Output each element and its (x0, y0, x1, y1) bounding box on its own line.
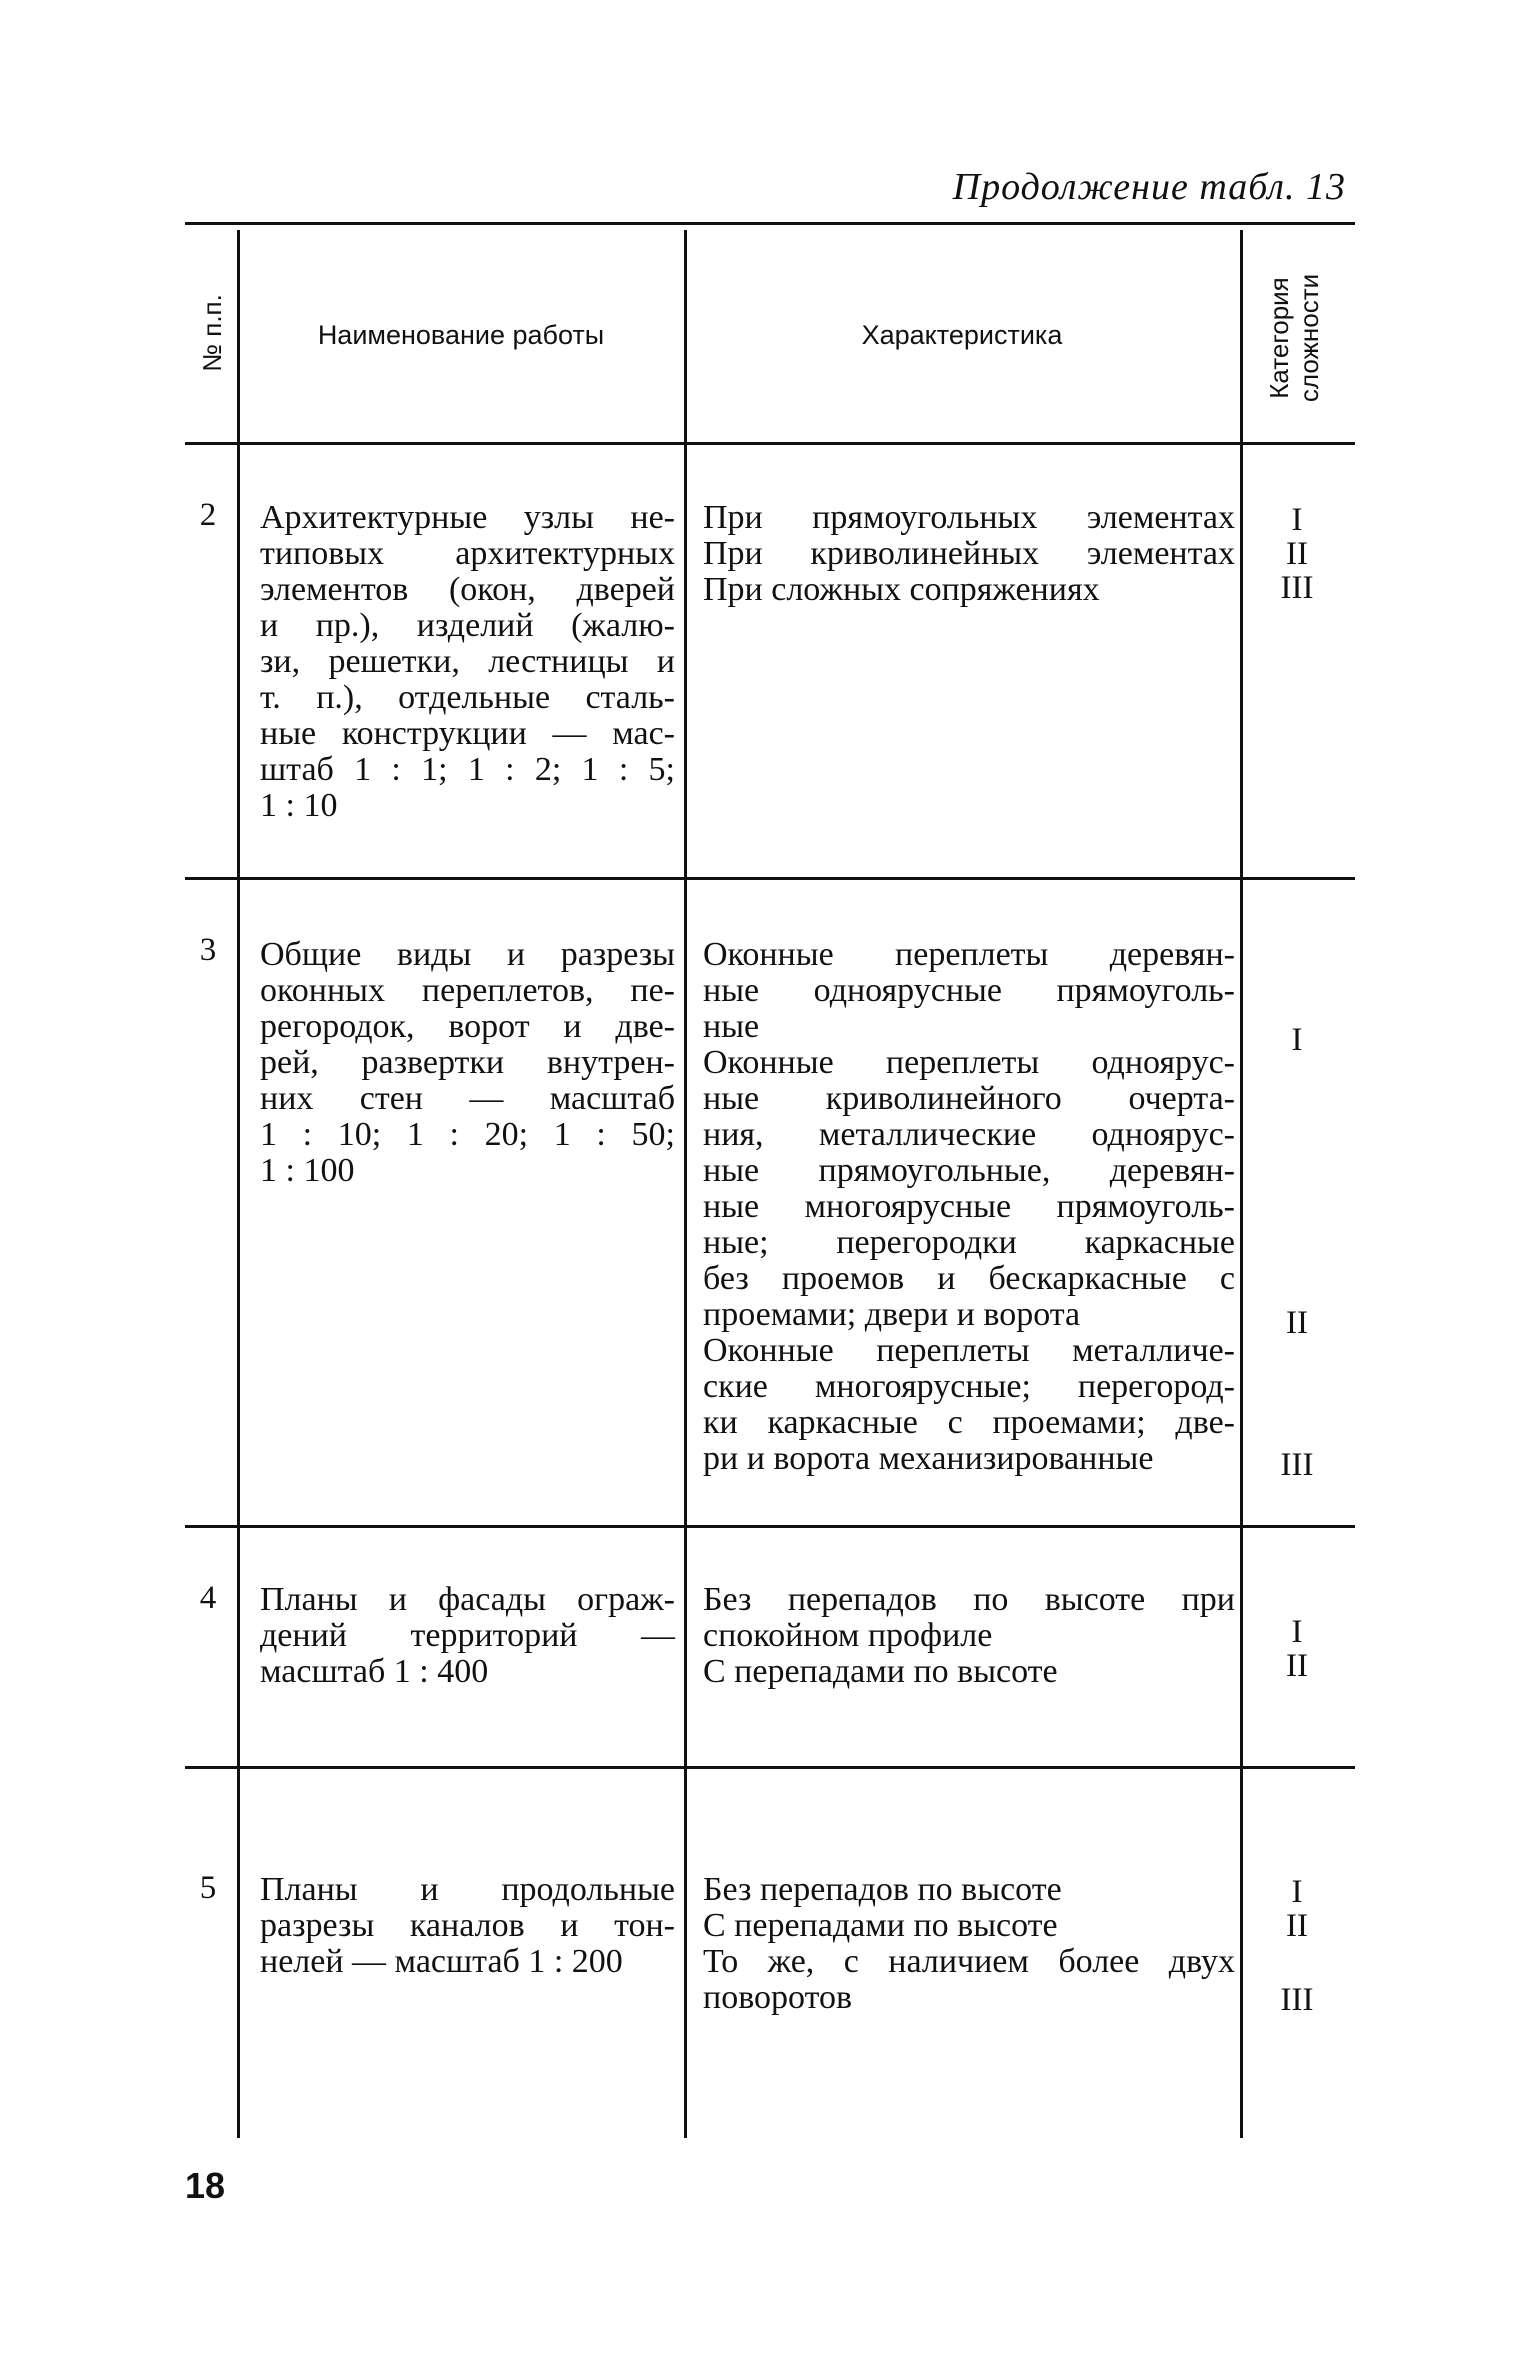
row-name-line: дений территорий — (260, 1617, 675, 1654)
row-char-line: Оконные переплеты деревян- (703, 936, 1235, 973)
row-char-line: ки каркасные с проемами; две- (703, 1404, 1235, 1441)
row-char-line: ные прямоугольные, деревян- (703, 1152, 1235, 1189)
row-char-line: ные одноярусные прямоуголь- (703, 972, 1235, 1009)
row-char-line: Оконные переплеты металличе- (703, 1332, 1235, 1369)
row-char-line: При сложных сопряжениях (703, 571, 1100, 608)
row-category: I (1291, 1022, 1303, 1058)
row-char-line: Без перепадов по высоте (703, 1871, 1062, 1908)
row-characteristic (703, 1872, 1235, 2016)
col-rule (684, 230, 687, 2138)
row-name-line: т. п.), отдельные сталь- (260, 679, 675, 716)
row-category: II (1286, 1648, 1308, 1684)
row-char-line: ри и ворота механизированные (703, 1440, 1154, 1477)
row-category: I (1291, 1874, 1303, 1910)
row-name-line: масштаб 1 : 400 (260, 1653, 489, 1690)
header-rule (185, 442, 1355, 445)
row-char-line: без проемов и бескаркасные с (703, 1260, 1235, 1297)
row-char-line: Без перепадов по высоте при (703, 1581, 1235, 1618)
row-name-line: регородок, ворот и две- (260, 1008, 675, 1045)
row-name-line: 1 : 100 (260, 1152, 355, 1189)
page-number: 18 (185, 2165, 226, 2206)
row-name (260, 937, 675, 1189)
row-name-line: ные конструкции — мас- (260, 715, 675, 752)
row-char-line: ные; перегородки каркасные (703, 1224, 1235, 1261)
row-char-line: При прямоугольных элементах (703, 499, 1235, 536)
row-char-line: ные криволинейного очерта- (703, 1080, 1235, 1117)
row-category: I (1291, 502, 1303, 538)
row-char-line: ные (703, 1008, 760, 1045)
header-category-line2: сложности (1294, 273, 1324, 403)
row-category: II (1286, 1908, 1308, 1944)
row-name-line: 1 : 10; 1 : 20; 1 : 50; (260, 1116, 675, 1153)
row-number: 3 (199, 932, 217, 968)
row-name-line: разрезы каналов и тон- (260, 1907, 675, 1944)
row-char-line: ские многоярусные; перегород- (703, 1368, 1235, 1405)
row-char-line: ные многоярусные прямоуголь- (703, 1188, 1235, 1225)
row-name-line: элементов (окон, дверей (260, 571, 675, 608)
row-name-line: них стен — масштаб (260, 1080, 675, 1117)
row-name (260, 1872, 675, 1980)
header-category (1264, 268, 1326, 408)
row-name-line: Планы и фасады ограж- (260, 1581, 675, 1618)
row-rule (185, 1525, 1355, 1528)
row-name-line: Архитектурные узлы не- (260, 499, 675, 536)
row-number: 4 (199, 1580, 217, 1616)
row-name-line: рей, развертки внутрен- (260, 1044, 675, 1081)
row-char-line: При криволинейных элементах (703, 535, 1235, 572)
row-category: III (1280, 570, 1314, 606)
row-name-line: нелей — масштаб 1 : 200 (260, 1943, 623, 1980)
top-rule (185, 222, 1355, 225)
row-category: III (1280, 1447, 1314, 1483)
row-number: 5 (199, 1870, 217, 1906)
row-characteristic (703, 500, 1235, 608)
row-name-line: штаб 1 : 1; 1 : 2; 1 : 5; (260, 751, 675, 788)
row-number: 2 (199, 497, 217, 533)
header-category-line1: Категория (1264, 277, 1294, 399)
row-name (260, 1582, 675, 1690)
header-name: Наименование работы (317, 320, 605, 350)
col-rule (237, 230, 240, 2138)
row-category: II (1286, 1305, 1308, 1341)
data-table (185, 222, 1355, 2139)
row-char-line: спокойном профиле (703, 1617, 993, 1654)
row-name (260, 500, 675, 824)
row-rule (185, 877, 1355, 880)
row-name-line: 1 : 10 (260, 787, 338, 824)
row-name-line: Общие виды и разрезы (260, 936, 675, 973)
row-char-line: проемами; двери и ворота (703, 1296, 1081, 1333)
row-category: III (1280, 1982, 1314, 2018)
row-characteristic (703, 1582, 1235, 1690)
row-char-line: Оконные переплеты одноярус- (703, 1044, 1235, 1081)
table-caption: Продолжение табл. 13 (952, 166, 1346, 208)
row-char-line: поворотов (703, 1979, 853, 2016)
row-char-line: С перепадами по высоте (703, 1907, 1058, 1944)
row-char-line: С перепадами по высоте (703, 1653, 1058, 1690)
row-name-line: и пр.), изделий (жалю- (260, 607, 675, 644)
row-rule (185, 1766, 1355, 1769)
row-category: I (1291, 1614, 1303, 1650)
row-name-line: зи, решетки, лестницы и (260, 643, 675, 680)
col-rule (1240, 230, 1243, 2138)
row-name-line: оконных переплетов, пе- (260, 972, 675, 1009)
row-category: II (1286, 536, 1308, 572)
header-num: № п.п. (197, 294, 227, 372)
row-name-line: Планы и продольные (260, 1871, 675, 1908)
row-char-line: То же, с наличием более двух (703, 1943, 1235, 1980)
header-characteristic: Характеристика (861, 320, 1063, 350)
row-characteristic (703, 937, 1235, 1477)
row-char-line: ния, металлические одноярус- (703, 1116, 1235, 1153)
row-name-line: типовых архитектурных (260, 535, 675, 572)
